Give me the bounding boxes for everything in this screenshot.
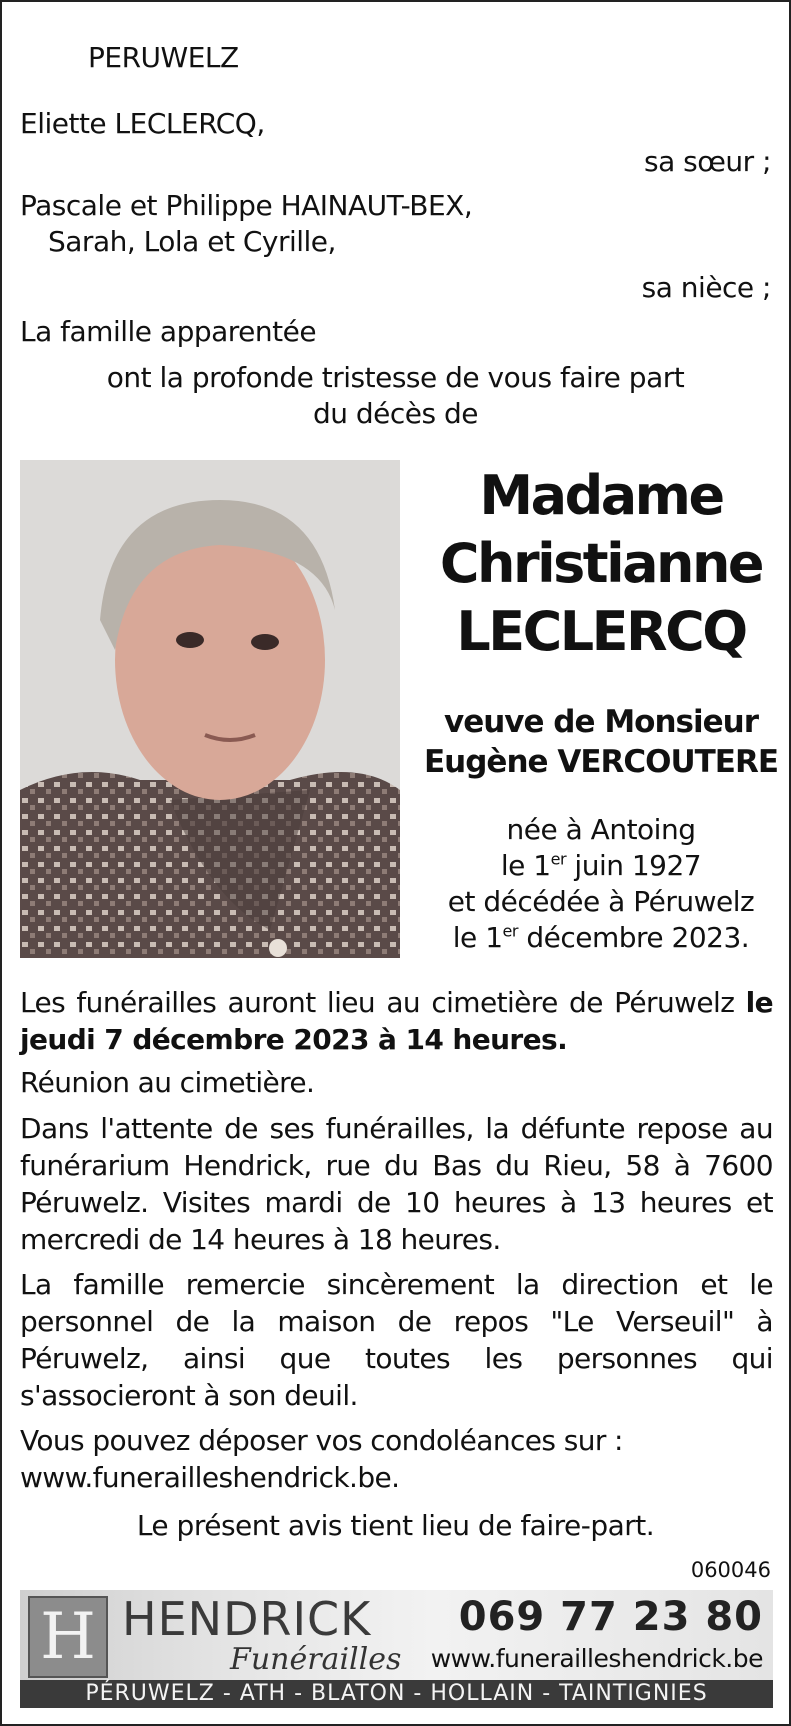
deceased-last-name: LECLERCQ bbox=[456, 600, 746, 663]
hendrick-logo-icon: H bbox=[28, 1596, 108, 1678]
relation-niece: sa nièce ; bbox=[641, 271, 771, 304]
brand-name: HENDRICK bbox=[122, 1592, 372, 1646]
funeral-details: Les funérailles auront lieu au cimetière de Péruwelz le jeudi 7 décembre 2023 à 14 heures. bbox=[20, 986, 773, 1056]
deceased-title: Madame bbox=[479, 464, 723, 527]
birth-death-block bbox=[420, 812, 782, 956]
death-place: et décédée à Péruwelz bbox=[447, 885, 755, 918]
rest-visits: Dans l'attente de ses funérailles, la défunte repose au funérarium Hendrick, rue du Bas du Rieu, 58 à 7600 Péruwelz. Visites mardi de 10 heures à 13 heures et mercredi de 14 heures à 18 heures. bbox=[20, 1112, 773, 1256]
brand-subtitle: Funérailles bbox=[230, 1642, 402, 1677]
funeral-home-banner bbox=[20, 1590, 773, 1708]
widow-block bbox=[420, 702, 782, 782]
reference-number: 060046 bbox=[690, 1558, 771, 1582]
birth-place: née à Antoing bbox=[506, 813, 696, 846]
widow-line-1: veuve de Monsieur bbox=[443, 704, 758, 740]
widow-line-2: Eugène VERCOUTERE bbox=[423, 744, 779, 780]
family-member-sister: Eliette LECLERCQ, bbox=[20, 107, 265, 140]
death-date: le 1er décembre 2023. bbox=[452, 921, 750, 954]
family-member-children: Sarah, Lola et Cyrille, bbox=[48, 225, 336, 258]
announcement-line-1: ont la profonde tristesse de vous faire part bbox=[106, 361, 685, 394]
family-member-niece: Pascale et Philippe HAINAUT-BEX, bbox=[20, 189, 473, 222]
announcement-line-2: du décès de bbox=[312, 397, 479, 430]
notice-statement: Le présent avis tient lieu de faire-part. bbox=[136, 1509, 655, 1542]
locations-strip: PÉRUWELZ - ATH - BLATON - HOLLAIN - TAINTIGNIES bbox=[20, 1680, 773, 1708]
website-link[interactable]: www.funerailleshendrick.be bbox=[430, 1644, 763, 1673]
city-header: PERUWELZ bbox=[88, 41, 239, 74]
deceased-portrait bbox=[20, 460, 400, 958]
birth-date: le 1er juin 1927 bbox=[500, 849, 702, 882]
meeting-note: Réunion au cimetière. bbox=[20, 1066, 315, 1099]
phone-number: 069 77 23 80 bbox=[458, 1594, 763, 1640]
relation-sister: sa sœur ; bbox=[644, 145, 771, 178]
condolences-note: Vous pouvez déposer vos condoléances sur : www.funerailleshendrick.be. bbox=[20, 1424, 623, 1494]
family-extended: La famille apparentée bbox=[20, 315, 317, 348]
deceased-name-block bbox=[420, 462, 782, 666]
deceased-first-name: Christianne bbox=[439, 532, 763, 595]
thanks-note: La famille remercie sincèrement la direction et le personnel de la maison de repos "Le Verseuil" à Péruwelz, ainsi que toutes les personnes qui s'associeront à son deuil. bbox=[20, 1268, 773, 1412]
